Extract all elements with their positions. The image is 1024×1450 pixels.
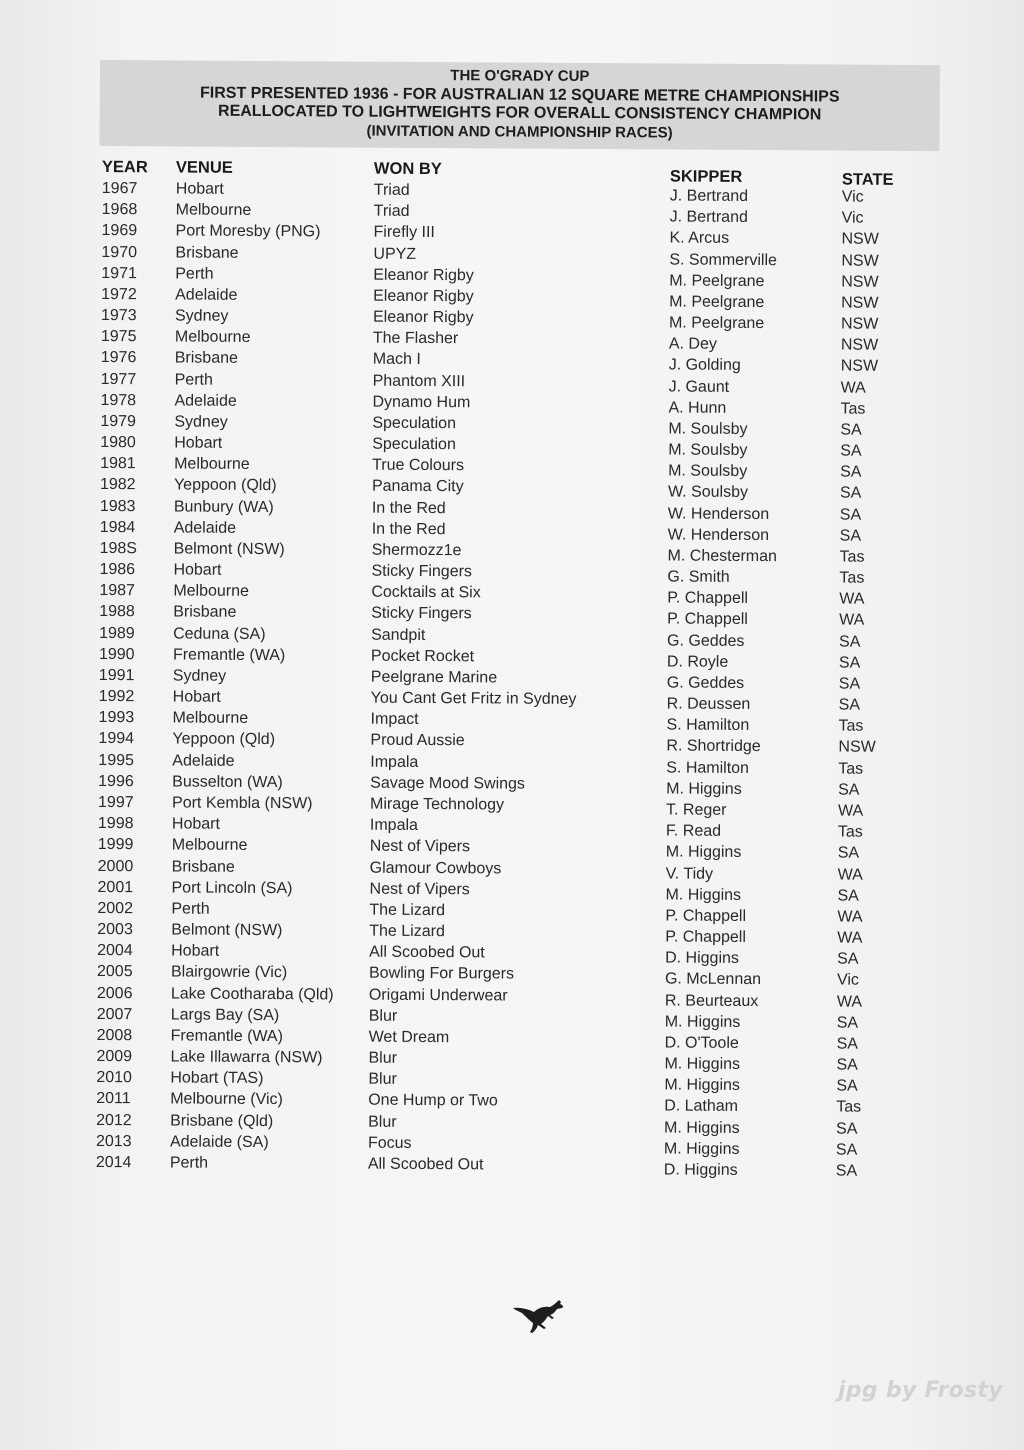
cell-year: 1969	[101, 222, 138, 240]
cell-year: 1973	[100, 307, 137, 325]
cell-year: 1994	[98, 730, 135, 748]
cell-year: 2011	[96, 1090, 131, 1108]
cell-won-by: One Hump or Two	[368, 1092, 498, 1110]
cell-state: WA	[837, 866, 863, 884]
cell-skipper: G. Geddes	[667, 632, 745, 650]
cell-venue: Melbourne	[174, 455, 250, 474]
cell-won-by: Firefly III	[373, 224, 435, 242]
header-year: YEAR	[101, 158, 148, 177]
cell-venue: Belmont (NSW)	[173, 540, 285, 559]
cell-venue: Melbourne	[174, 328, 251, 347]
cell-venue: Hobart	[171, 942, 220, 960]
cell-won-by: True Colours	[372, 456, 465, 475]
cell-state: WA	[839, 611, 865, 630]
cell-year: 198S	[99, 539, 138, 558]
header-skipper: SKIPPER	[669, 167, 743, 186]
cell-skipper: M. Higgins	[664, 1055, 741, 1073]
cell-year: 1979	[100, 412, 137, 431]
cell-year: 2007	[96, 1005, 133, 1023]
cell-won-by: Eleanor Rigby	[372, 308, 474, 327]
cell-skipper: S. Hamilton	[666, 759, 750, 777]
cell-skipper: M. Peelgrane	[669, 293, 765, 311]
cell-won-by: All Scoobed Out	[369, 943, 485, 962]
cell-venue: Melbourne	[172, 709, 249, 728]
header-venue: VENUE	[175, 158, 233, 177]
cell-year: 1998	[97, 815, 134, 833]
cell-state: SA	[836, 1120, 858, 1138]
title-line-3: REALLOCATED TO LIGHTWEIGHTS FOR OVERALL CONSISTENCY CHAMPION	[217, 102, 822, 124]
cell-venue: Sydney	[174, 307, 229, 325]
cell-skipper: K. Arcus	[669, 229, 730, 248]
cell-year: 1992	[98, 688, 135, 706]
cell-venue: Adelaide	[174, 392, 237, 410]
cell-won-by: Savage Mood Swings	[370, 774, 526, 793]
cell-state: SA	[835, 1162, 858, 1180]
cell-year: 1977	[100, 370, 137, 388]
cell-year: 1978	[100, 391, 137, 409]
cell-venue: Yeppoon (Qld)	[172, 730, 276, 749]
cell-venue: Sydney	[174, 413, 228, 431]
cell-venue: Belmont (NSW)	[171, 921, 283, 940]
cell-won-by: Focus	[367, 1134, 412, 1152]
cell-state: SA	[838, 675, 861, 693]
cell-year: 2005	[96, 963, 133, 981]
cell-venue: Port Kembla (NSW)	[172, 794, 313, 813]
cell-skipper: M. Higgins	[664, 1119, 740, 1137]
cell-won-by: Eleanor Rigby	[373, 266, 474, 284]
cell-won-by: Sandpit	[371, 626, 426, 644]
cell-year: 2012	[96, 1111, 132, 1129]
cell-skipper: D. Royle	[666, 653, 729, 671]
title-line-4: (INVITATION AND CHAMPIONSHIP RACES)	[366, 122, 673, 141]
cell-venue: Adelaide	[172, 752, 235, 770]
cell-state: Vic	[836, 971, 859, 990]
cell-won-by: Blur	[368, 1113, 397, 1131]
cell-skipper: D. Higgins	[665, 949, 739, 968]
cell-skipper: M. Soulsby	[668, 441, 748, 460]
cell-skipper: M. Higgins	[664, 1013, 741, 1031]
cell-state: NSW	[841, 230, 879, 249]
cell-year: 1990	[98, 645, 135, 664]
cell-state: SA	[839, 484, 862, 503]
cell-venue: Port Lincoln (SA)	[171, 879, 293, 897]
cell-skipper: F. Read	[665, 822, 722, 840]
cell-venue: Perth	[174, 371, 213, 389]
cell-won-by: Proud Aussie	[370, 732, 465, 750]
cell-won-by: Blur	[368, 1007, 398, 1025]
cell-venue: Brisbane	[173, 603, 237, 622]
kangaroo-icon	[510, 1298, 564, 1334]
cell-year: 2009	[96, 1048, 133, 1066]
cell-venue: Perth	[175, 265, 214, 283]
cell-won-by: In the Red	[371, 499, 446, 517]
cell-state: Vic	[841, 209, 864, 227]
cell-year: 2000	[97, 857, 134, 875]
cell-won-by: All Scoobed Out	[367, 1155, 484, 1174]
cell-venue: Hobart	[174, 434, 223, 452]
cell-skipper: J. Bertrand	[669, 187, 749, 205]
cell-state: SA	[839, 527, 862, 545]
cell-state: Tas	[838, 760, 864, 778]
cell-skipper: M. Soulsby	[668, 462, 748, 481]
watermark-text: jpg by Frosty	[838, 1378, 1003, 1403]
cell-year: 1989	[99, 624, 135, 642]
cell-skipper: W. Soulsby	[667, 483, 749, 502]
cell-year: 1991	[98, 666, 135, 685]
cell-won-by: Impala	[370, 753, 419, 771]
cell-skipper: D. Latham	[664, 1097, 739, 1116]
cell-won-by: Speculation	[372, 414, 457, 433]
cell-won-by: Peelgrane Marine	[370, 668, 498, 687]
cell-won-by: Sticky Fingers	[371, 605, 472, 623]
cell-won-by: Wet Dream	[368, 1028, 450, 1047]
cell-state: WA	[840, 379, 866, 397]
cell-skipper: V. Tidy	[665, 864, 714, 883]
cell-won-by: Impact	[370, 710, 419, 729]
cell-skipper: M. Chesterman	[667, 547, 778, 566]
cell-state: SA	[840, 421, 862, 439]
cell-won-by: Bowling For Burgers	[368, 965, 515, 983]
cell-won-by: Phantom XIII	[372, 372, 466, 390]
cell-won-by: Triad	[373, 181, 410, 199]
cell-state: SA	[836, 1077, 858, 1095]
cell-won-by: Blur	[368, 1070, 397, 1089]
cell-year: 1986	[99, 561, 136, 579]
cell-year: 2004	[97, 942, 133, 960]
cell-state: SA	[839, 506, 862, 524]
cell-year: 1968	[101, 201, 138, 219]
cell-won-by: Origami Underwear	[368, 986, 508, 1005]
cell-year: 1983	[99, 497, 136, 515]
cell-won-by: You Cant Get Fritz in Sydney	[370, 689, 577, 709]
cell-won-by: Blur	[368, 1049, 398, 1067]
cell-venue: Adelaide	[173, 519, 237, 537]
cell-skipper: S. Sommerville	[669, 250, 778, 269]
cell-won-by: Cocktails at Six	[371, 583, 481, 602]
cell-skipper: R. Beurteaux	[664, 991, 759, 1010]
cell-won-by: The Flasher	[372, 329, 459, 348]
cell-state: SA	[836, 1035, 858, 1053]
cell-year: 1996	[98, 772, 134, 791]
cell-year: 1970	[101, 243, 138, 261]
cell-state: WA	[837, 802, 864, 820]
cell-year: 1984	[99, 518, 136, 536]
cell-venue: Perth	[169, 1154, 209, 1172]
cell-skipper: W. Henderson	[667, 505, 770, 523]
cell-state: SA	[839, 633, 861, 651]
cell-skipper: J. Bertrand	[669, 208, 748, 227]
cell-state: SA	[836, 1014, 859, 1032]
cell-skipper: P. Chappell	[665, 928, 746, 946]
cell-state: NSW	[841, 252, 879, 270]
cell-won-by: In the Red	[371, 520, 446, 538]
cell-won-by: Triad	[373, 202, 410, 221]
cell-state: SA	[840, 463, 862, 481]
cell-year: 2013	[95, 1132, 132, 1150]
cell-won-by: UPYZ	[373, 245, 417, 263]
cell-state: WA	[839, 590, 865, 608]
cell-skipper: M. Peelgrane	[668, 314, 765, 333]
header-state: STATE	[841, 170, 894, 189]
cell-venue: Fremantle (WA)	[172, 646, 286, 664]
cell-year: 2001	[97, 878, 134, 896]
cell-state: SA	[837, 844, 860, 862]
cell-venue: Hobart	[171, 815, 221, 833]
cell-year: 2002	[97, 899, 134, 918]
cell-year: 1997	[98, 793, 134, 812]
cell-venue: Yeppoon (Qld)	[173, 476, 277, 495]
cell-venue: Ceduna (SA)	[173, 625, 266, 643]
cell-venue: Adelaide (SA)	[169, 1133, 269, 1151]
cell-won-by: Shermozz1e	[371, 541, 462, 560]
cell-state: Tas	[839, 569, 865, 587]
title-banner	[99, 60, 940, 151]
cell-won-by: The Lizard	[369, 922, 445, 941]
cell-skipper: M. Higgins	[664, 1076, 740, 1095]
cell-state: SA	[837, 950, 859, 968]
cell-state: WA	[837, 908, 863, 926]
results-table	[94, 158, 920, 1180]
cell-skipper: J. Gaunt	[668, 378, 730, 396]
cell-won-by: Speculation	[372, 435, 456, 454]
cell-state: WA	[836, 993, 863, 1011]
cell-skipper: S. Hamilton	[666, 716, 750, 735]
cell-skipper: G. Smith	[667, 568, 730, 586]
cell-venue: Lake Illawarra (NSW)	[170, 1048, 323, 1067]
cell-skipper: D. O'Toole	[664, 1034, 739, 1052]
cell-year: 1988	[99, 603, 135, 621]
cell-venue: Hobart (TAS)	[170, 1069, 264, 1088]
cell-state: SA	[835, 1141, 858, 1159]
title-line-2: FIRST PRESENTED 1936 - FOR AUSTRALIAN 12 SQUARE METRE CHAMPIONSHIPS	[200, 84, 840, 106]
cell-venue: Port Moresby (PNG)	[175, 222, 321, 241]
cell-state: Tas	[838, 717, 864, 735]
cell-state: SA	[837, 887, 859, 905]
cell-year: 1987	[99, 582, 136, 600]
cell-won-by: Pocket Rocket	[370, 647, 475, 666]
cell-year: 1972	[101, 285, 137, 304]
cell-venue: Brisbane	[175, 243, 239, 262]
cell-skipper: D. Higgins	[663, 1161, 738, 1179]
cell-won-by: Impala	[369, 816, 419, 835]
cell-venue: Brisbane (Qld)	[170, 1112, 274, 1130]
cell-venue: Sydney	[172, 667, 227, 685]
cell-state: WA	[837, 929, 863, 947]
cell-venue: Melbourne	[171, 836, 248, 855]
cell-year: 1999	[97, 836, 134, 854]
cell-skipper: P. Chappell	[667, 589, 749, 608]
cell-venue: Busselton (WA)	[172, 773, 283, 791]
cell-venue: Brisbane	[174, 349, 238, 368]
cell-skipper: M. Higgins	[666, 780, 742, 798]
cell-state: NSW	[841, 273, 879, 291]
cell-won-by: Nest of Vipers	[369, 880, 470, 898]
cell-venue: Hobart	[173, 561, 222, 579]
title-line-1: THE O'GRADY CUP	[450, 67, 590, 85]
cell-venue: Adelaide	[175, 286, 238, 304]
cell-won-by: Eleanor Rigby	[373, 287, 474, 306]
cell-won-by: Sticky Fingers	[371, 562, 472, 581]
cell-skipper: R. Shortridge	[666, 737, 761, 756]
cell-year: 2008	[96, 1026, 133, 1045]
table-row	[94, 1154, 914, 1180]
cell-venue: Bunbury (WA)	[173, 498, 274, 516]
cell-skipper: R. Deussen	[666, 695, 751, 714]
cell-skipper: T. Reger	[665, 801, 727, 819]
cell-won-by: The Lizard	[369, 901, 446, 919]
cell-year: 1981	[100, 455, 136, 473]
cell-venue: Fremantle (WA)	[170, 1027, 284, 1046]
cell-year: 1975	[100, 328, 137, 346]
cell-year: 2006	[96, 984, 133, 1002]
cell-year: 2014	[95, 1153, 132, 1172]
cell-state: Vic	[841, 188, 864, 206]
cell-skipper: M. Higgins	[665, 843, 742, 862]
cell-won-by: Mach I	[372, 351, 421, 369]
cell-venue: Lake Cootharaba (Qld)	[170, 984, 334, 1003]
cell-state: SA	[840, 442, 862, 460]
cell-state: SA	[836, 1056, 858, 1074]
cell-skipper: M. Soulsby	[668, 420, 748, 438]
cell-state: NSW	[838, 738, 876, 757]
cell-year: 1980	[100, 434, 136, 452]
cell-skipper: M. Peelgrane	[669, 272, 765, 290]
cell-venue: Hobart	[175, 180, 224, 198]
cell-venue: Brisbane	[171, 857, 235, 876]
cell-state: Tas	[839, 548, 865, 566]
cell-skipper: G. Geddes	[666, 674, 745, 692]
cell-state: SA	[838, 781, 860, 799]
cell-venue: Melbourne (Vic)	[170, 1090, 283, 1109]
cell-won-by: Panama City	[371, 478, 464, 496]
cell-skipper: M. Higgins	[663, 1140, 740, 1158]
cell-won-by: Nest of Vipers	[369, 837, 471, 856]
cell-state: NSW	[841, 294, 879, 312]
cell-skipper: J. Golding	[668, 356, 741, 375]
cell-year: 2010	[96, 1069, 133, 1087]
cell-venue: Blairgowrie (Vic)	[170, 963, 288, 982]
cell-state: Tas	[840, 400, 866, 418]
cell-year: 1976	[100, 349, 137, 367]
cell-state: Tas	[837, 823, 863, 841]
cell-skipper: M. Higgins	[665, 886, 742, 904]
cell-venue: Perth	[171, 900, 210, 918]
cell-year: 1982	[99, 476, 136, 494]
cell-won-by: Glamour Cowboys	[369, 859, 502, 877]
cell-year: 2003	[97, 921, 133, 939]
header-won-by: WON BY	[373, 159, 442, 179]
cell-skipper: A. Hunn	[668, 399, 727, 417]
cell-skipper: P. Chappell	[665, 907, 747, 925]
cell-state: SA	[838, 654, 861, 672]
cell-won-by: Dynamo Hum	[372, 393, 471, 411]
cell-state: NSW	[840, 336, 879, 354]
cell-state: SA	[838, 696, 861, 714]
cell-state: NSW	[840, 357, 879, 376]
cell-venue: Melbourne	[173, 582, 250, 601]
cell-skipper: G. McLennan	[664, 970, 762, 989]
cell-venue: Largs Bay (SA)	[170, 1006, 280, 1024]
cell-state: Tas	[836, 1098, 862, 1117]
cell-skipper: W. Henderson	[667, 526, 770, 544]
cell-year: 1995	[98, 751, 134, 769]
cell-venue: Hobart	[172, 688, 221, 706]
cell-state: NSW	[840, 315, 879, 333]
cell-year: 1967	[101, 180, 138, 198]
cell-venue: Melbourne	[175, 201, 252, 220]
table-body	[94, 180, 920, 1180]
cell-skipper: P. Chappell	[667, 610, 748, 629]
cell-year: 1993	[98, 709, 135, 727]
cell-year: 1971	[101, 264, 137, 282]
cell-won-by: Mirage Technology	[370, 795, 505, 814]
cell-skipper: A. Dey	[668, 335, 717, 353]
